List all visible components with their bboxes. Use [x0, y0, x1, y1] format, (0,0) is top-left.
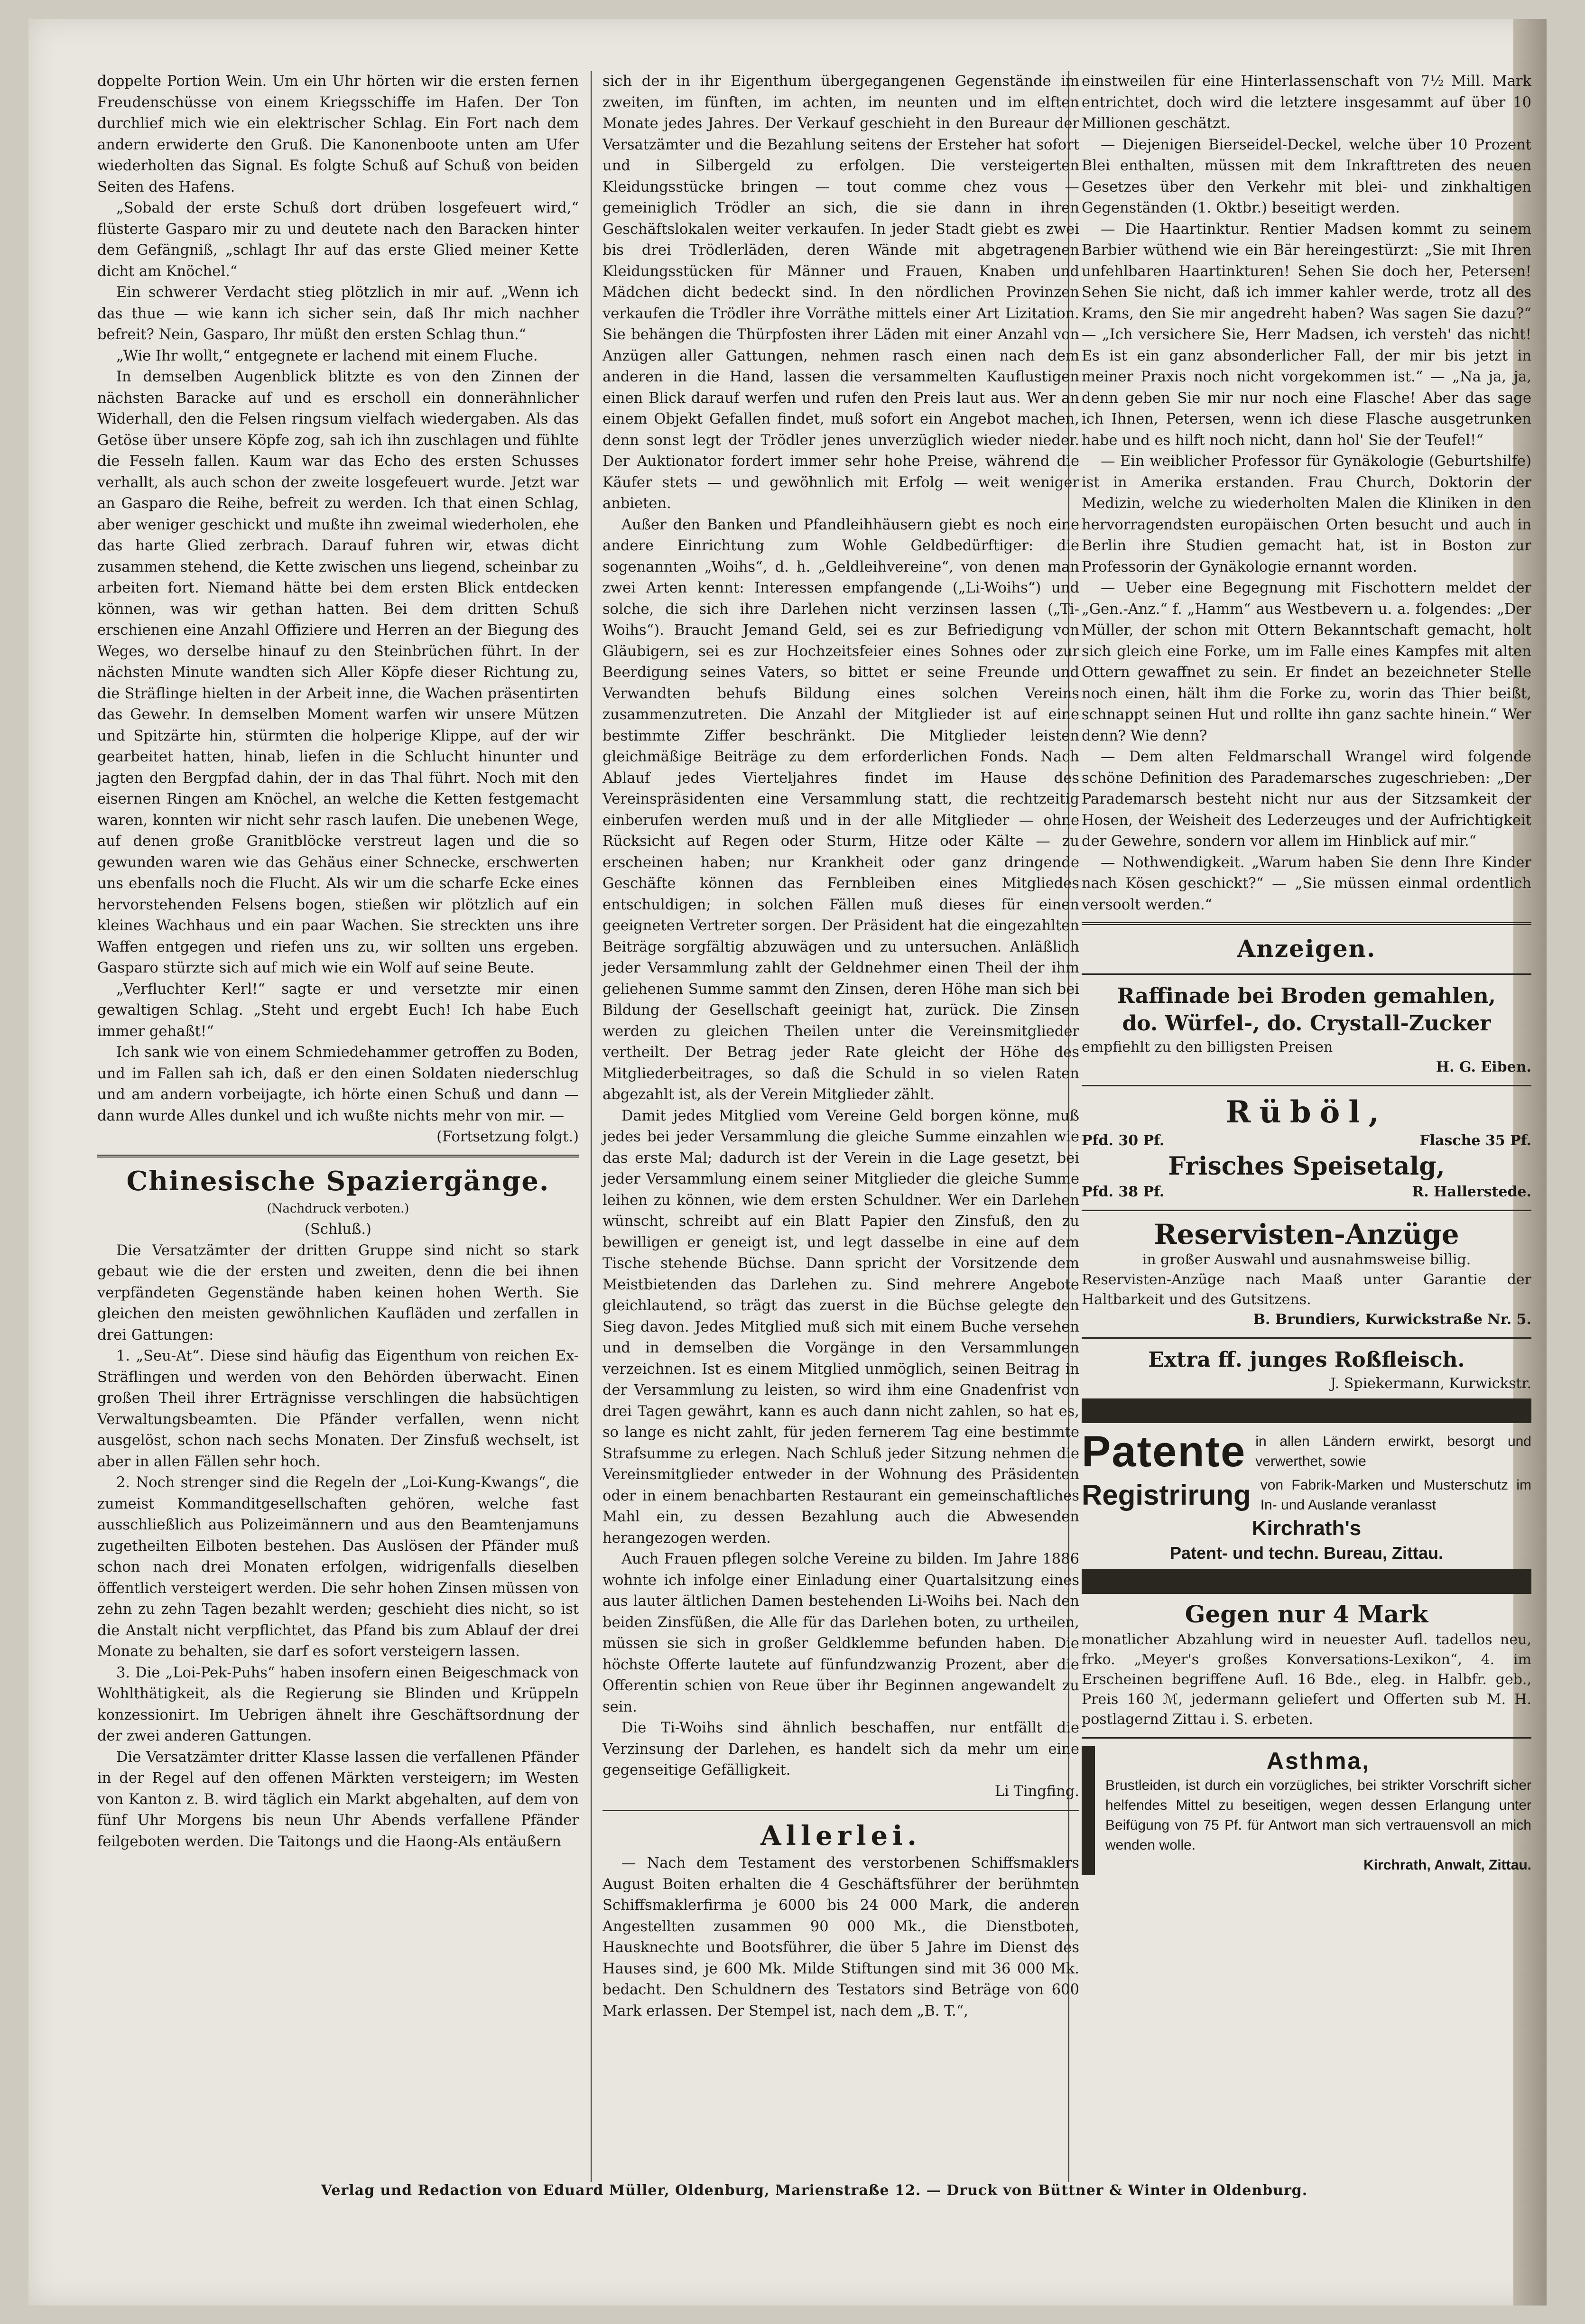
ad-reservisten-title: Reservisten-Anzüge — [1154, 1218, 1459, 1250]
ad-raffinade — [1082, 982, 1531, 1077]
allerlei-title: Allerlei. — [760, 1820, 921, 1852]
ad-rueboel-price2: Flasche 35 Pf. — [1419, 1132, 1531, 1149]
feuilleton-paragraph: 1. „Seu-At“. Diese sind häufig das Eigenthum von reichen Ex-Sträflingen und werden von den Behörden überwacht. Einen großen Theil ihrer Erträgnisse verschlingen die habsüchtigen Verwaltungsbeamten. Die Pfänder verfallen, wenn nicht ausgelöst, schon nach sechs Monaten. Der Zinsfuß wechselt, ist aber in allen Fällen sehr hoch. — [97, 1348, 579, 1470]
feuilleton-paragraph: Die Ti-Woihs sind ähnlich beschaffen, nur entfällt die Verzinsung der Darlehen, es handelt sich da mehr um eine gegenseitige Gefälligkeit. — [602, 1720, 1079, 1778]
ad-patente-firm: Kirchrath's — [1251, 1517, 1362, 1540]
ad-patente-line1: in allen Ländern erwirkt, besorgt und verwerthet, sowie — [1255, 1434, 1531, 1469]
allerlei-paragraph: — Die Haartinktur. Rentier Madsen kommt zu seinem Barbier wüthend wie ein Bär hereingestürzt: „Sie mit Ihren unfehlbaren Haartinkturen! Sehen Sie doch her, Petersen! Sehen Sie nicht, daß ich immer kahler werde, trotz all des Krams, den Sie mir angedreht haben? Was sagen Sie dazu?“ — „Ich versichere Sie, Herr Madsen, ich versteh' das nicht! Es ist ein ganz absonderlicher Fall, der mir bis jetzt in meiner Praxis noch nicht vorgekommen ist.“ — „Na ja, ja, denn geben Sie mir nur noch eine Flasche! Aber das sage ich Ihnen, Petersen, wenn ich diese Flasche ausgetrunken habe und es hilft noch nicht, dann hol' Sie der Teufel!“ — [1082, 221, 1531, 449]
ad-asthma — [1082, 1746, 1531, 1875]
ad-rueboel-title: Rüböl, — [1225, 1094, 1388, 1130]
reprint-notice: (Nachdruck verboten.) — [267, 1201, 409, 1216]
column-3 — [1082, 71, 1531, 1875]
section-divider — [1082, 973, 1531, 975]
ad-patente-firm2: Patent- und techn. Bureau, Zittau. — [1169, 1543, 1444, 1563]
ad-konversation-text: monatlicher Abzahlung wird in neuester Aufl. tadellos neu, frko. „Meyer's großes Konversations-Lexikon“, 4. im Erscheinen begriffene Aufl. 16 Bde., eleg. in Halbfr. geb., Preis 160 ℳ, jedermann geliefert und Offerten sub M. H. postlagernd Zittau i. S. erbeten. — [1082, 1631, 1531, 1728]
ad-patente-title: Patente — [1082, 1427, 1246, 1476]
allerlei-paragraph: — Nach dem Testament des verstorbenen Schiffsmaklers August Boiten erhalten die 4 Geschäftsführer der berühmten Schiffsmaklerfirma je 6000 bis 24 000 Mark, die anderen Angestellten zusammen 90 000 Mk., die Dienstboten, Hausknechte und Bootsführer, die über 5 Jahre im Dienst des Hauses sind, je 600 Mk. Milde Stiftungen sind mit 36 000 Mk. bedacht. Den Schuldnern des Testators sind Beträge von 600 Mark erlassen. Der Stempel ist, nach dem „B. T.“, — [602, 1855, 1079, 2019]
feuilleton-paragraph: 3. Die „Loi-Pek-Puhs“ haben insofern einen Beigeschmack von Wohlthätigkeit, als die Regierung sie Blinden und Krüppeln konzessionirt. Im Uebrigen ähnelt ihre Geschäftsordnung der der zwei anderen Gattungen. — [97, 1664, 579, 1744]
section-divider — [97, 1155, 579, 1157]
ad-patente-top-bar — [1082, 1398, 1531, 1423]
feuilleton-paragraph: sich der in ihr Eigenthum übergegangenen Gegenstände im zweiten, im fünften, im achten, im neunten und im elften Monate jedes Jahres. Der Verkauf geschieht in den Bureaur der Versatzämter und die Bezahlung seitens der Ersteher hat sofort und in Silbergeld zu erfolgen. Die versteigerten Kleidungsstücke bringen — tout comme chez vous — gemeiniglich Trödler an sich, die sie dann in ihren Geschäftslokalen weiter verkaufen. In jeder Stadt giebt es zwei bis drei Trödlerläden, deren Wände mit abgetragenen Kleidungsstücken für Männer und Frauen, Knaben und Mädchen dicht bedeckt sind. In den nördlichen Provinzen verkaufen die Trödler ihre Vorräthe mittels einer Art Lizitation. Sie behängen die Thürpfosten ihrer Läden mit einer Anzahl von Anzügen aller Gattungen, nehmen rasch einen nach dem anderen in die Hand, lassen die versammelten Kauflustigen einen Blick darauf werfen und rufen den Preis laut aus. Wer an einem Objekt Gefallen findet, muß sofort ein Angebot machen, denn sonst legt der Trödler jenes unverzüglich wieder nieder. Der Auktionator fordert immer sehr hohe Preise, während die Käufer stets — und gewöhnlich mit Erfolg — weit weniger anbieten. — [602, 73, 1079, 512]
ad-raffinade-line3: empfiehlt zu den billigsten Preisen — [1082, 1039, 1333, 1056]
ad-rossfleisch-title: Extra ff. junges Roßfleisch. — [1148, 1348, 1465, 1372]
story-paragraph: „Verfluchter Kerl!“ sagte er und versetzte mir einen gewaltigen Schlag. „Steht und ergebt Euch! Ich habe Euch immer gehaßt!“ — [97, 981, 579, 1040]
ad-asthma-firm: Kirchrath, Anwalt, Zittau. — [1363, 1857, 1531, 1873]
feuilleton-paragraph: Auch Frauen pflegen solche Vereine zu bilden. Im Jahre 1886 wohnte ich infolge einer Einladung einer Quartalsitzung eines aus lauter ältlichen Damen bestehenden Li-Woihs bei. Nach den beiden Zinsfüßen, die Alle für das Darlehen boten, zu urtheilen, müssen sie sich in großer Geldklemme befunden haben. Die höchste Offerte lautete auf fünfundzwanzig Prozent, aber die Offerentin schien von Reue über ihr Beginnen angewandelt zu sein. — [602, 1551, 1079, 1715]
ad-asthma-text: Brustleiden, ist durch ein vorzügliches, bei strikter Vorschrift sicher helfendes Mittel zu beseitigen, wegen dessen Erlangung unter Beifügung von 75 Pf. für Antwort man sich vertrauensvoll an mich wenden wolle. — [1105, 1778, 1531, 1853]
ad-reservisten-line2: Reservisten-Anzüge nach Maaß unter Garantie der Haltbarkeit und des Gutsitzens. — [1082, 1271, 1531, 1308]
ad-reservisten — [1082, 1219, 1531, 1330]
column-1 — [97, 71, 579, 1852]
section-divider — [1082, 1337, 1531, 1339]
ad-rossfleisch-firm: J. Spiekermann, Kurwickstr. — [1330, 1375, 1531, 1392]
story-paragraph: Ich sank wie von einem Schmiedehammer getroffen zu Boden, und im Fallen sah ich, daß er den einen Soldaten niederschlug und am andern vorbeijagte, ich hörte einen Schuß und dann — dann wurde Alles dunkel und ich wußte nichts mehr von mir. — — [97, 1044, 579, 1124]
section-divider — [1082, 1737, 1531, 1739]
ad-reservisten-firm: B. Brundiers, Kurwickstraße Nr. 5. — [1253, 1311, 1531, 1328]
ad-rueboel-footer — [1082, 1182, 1531, 1202]
ad-asthma-title: Asthma, — [1266, 1748, 1371, 1774]
feuilleton-paragraph: Die Versatzämter dritter Klasse lassen die verfallenen Pfänder in der Regel auf den offenen Märkten versteigern; im Westen von Kanton z. B. wird täglich ein Markt abgehalten, auf dem von fünf Uhr Morgens bis neun Uhr Abends verfallene Pfänder feilgeboten werden. Die Taitongs und die Haong-Als entäußern — [97, 1749, 579, 1850]
ad-rueboel-prices — [1082, 1131, 1531, 1151]
ad-rueboel-firm: R. Hallerstede. — [1412, 1184, 1531, 1200]
author-signature: Li Tingfing. — [994, 1783, 1079, 1800]
feuilleton-paragraph: Außer den Banken und Pfandleihhäusern giebt es noch eine andere Einrichtung zum Wohle Geldbedürftiger: die sogenannten „Woihs“, d. h. „Geldleihvereine“, von denen man zwei Arten kennt: Interessen empfangende („Li-Woihs“) und solche, die sich ihre Darlehen nicht verzinsen lassen („Ti-Woihs“). Braucht Jemand Geld, sei es zur Befriedigung von Gläubigern, sei es zur Hochzeitsfeier eines Sohnes oder zur Beerdigung seines Vaters, so bittet er seine Freunde und Verwandten behufs Bildung eines solchen Vereins zusammenzutreten. Die Anzahl der Mitglieder ist auf eine bestimmte Ziffer beschränkt. Die Mitglieder leisten gleichmäßige Beiträge zu dem erforderlichen Fonds. Nach Ablauf jedes Vierteljahres findet im Hause des Vereinspräsidenten eine Versammlung statt, die rechtzeitig einberufen werden muß und in der alle Mitglieder — ohne Rücksicht auf Regen oder Sturm, Hitze oder Kälte — zu erscheinen haben; nur Krankheit oder ganz dringende Geschäfte können das Fernbleiben eines Mitgliedes entschuldigen; in solchen Fällen muß dieses für einen geeigneten Vertreter sorgen. Der Präsident hat die eingezahlten Beiträge sorgfältig abzuwägen und zu untersuchen. Anläßlich jeder Versammlung zahlt der Geldnehmer einen Theil der ihm geliehenen Summe sammt den Zinsen, deren Höhe man sich bei Bildung der Gesellschaft geeinigt hat, zurück. Die Zinsen werden zu gleichen Theilen unter die Vereinsmitglieder vertheilt. Der Betrag jeder Rate gleicht der Höhe des Mitgliederbeitrages, so daß die Schuld in so vielen Raten abgezahlt ist, als der Verein Mitglieder zählt. — [602, 516, 1079, 1103]
ad-asthma-body — [1105, 1746, 1531, 1875]
allerlei-paragraph: — Nothwendigkeit. „Warum haben Sie denn Ihre Kinder nach Kösen geschickt?“ — „Sie müssen einmal ordentlich versoolt werden.“ — [1082, 854, 1531, 913]
publisher-footer: Verlag und Redaction von Eduard Müller, Oldenburg, Marienstraße 12. — Druck von Büttner & Winter in Oldenburg. — [321, 2182, 1308, 2199]
feuilleton-part: (Schluß.) — [305, 1221, 371, 1238]
section-divider — [1082, 1085, 1531, 1086]
ad-raffinade-line2: do. Würfel-, do. Crystall-Zucker — [1122, 1011, 1491, 1036]
ad-rueboel-subtitle: Frisches Speisetalg, — [1168, 1152, 1445, 1181]
ad-patente-line2: von Fabrik-Marken und Musterschutz im In- und Auslande veranlasst — [1260, 1477, 1531, 1513]
ad-patente-title2: Registrirung — [1082, 1479, 1251, 1511]
ad-asthma-bar — [1082, 1746, 1095, 1875]
story-paragraph: „Wie Ihr wollt,“ entgegnete er lachend mit einem Fluche. — [116, 347, 538, 364]
feuilleton-paragraph: Die Versatzämter der dritten Gruppe sind nicht so stark gebaut wie die der ersten und zweiten, denn die bei ihnen verpfändeten Gegenstände haben keinen hohen Werth. Sie gleichen den meisten gewöhnlichen Kaufläden und zerfallen in drei Gattungen: — [97, 1242, 579, 1343]
ad-konversation-title: Gegen nur 4 Mark — [1185, 1600, 1428, 1628]
column-rule-1 — [591, 71, 592, 2182]
ad-patente-row2 — [1082, 1475, 1531, 1515]
allerlei-paragraph: — Ein weiblicher Professor für Gynäkologie (Geburtshilfe) ist in Amerika erstanden. Frau Church, Doktorin der Medizin, welche zu wiederholten Malen die Kliniken in den hervorragendsten europäischen Orten besucht und auch in Berlin ihre Studien gemacht hat, ist in Boston zur Professorin der Gynäkologie ernannt worden. — [1082, 453, 1531, 575]
story-paragraph: In demselben Augenblick blitzte es von den Zinnen der nächsten Baracke auf und es erscholl ein donnerähnlicher Widerhall, den die Felsen ringsum vielfach wiedergaben. Als das Getöse über unsere Köpfe zog, sah ich ihn zuschlagen und fühlte die Fesseln fallen. Kaum war das Echo des ersten Schusses verhallt, als auch schon der zweite losgefeuert wurde. Jetzt war an Gasparo die Reihe, befreit zu werden. Ich that einen Schlag, aber weniger geschickt und mußte ihn zweimal wiederholen, ehe das harte Glied zerbrach. Darauf fuhren wir, etwas dicht zusammen stehend, die Kette zwischen uns liegend, scheinbar zu arbeiten fort. Niemand hätte bei dem ersten Blick entdecken können, was wir gethan hatten. Bei dem dritten Schuß erschienen eine Anzahl Offiziere und Herren an der Biegung des Weges, wo derselbe hinauf zu den Steinbrüchen führt. In der nächsten Minute wandten sich Aller Köpfe dieser Richtung zu, die Sträflinge hielten in der Arbeit inne, die Wachen präsentirten das Gewehr. In demselben Moment warfen wir unsere Mützen und Spitzärte hin, stürmten die holperige Klippe, auf der wir gearbeitet hatten, hinab, liefen in die Schlucht hinunter und jagten den Bergpfad dahin, der in das Thal führt. Noch mit den eisernen Ringen am Knöchel, an welche die Ketten festgemacht waren, konnten wir nicht sehr rasch laufen. Die unebenen Wege, auf denen große Granitblöcke verstreut lagen und die so gewunden waren wie das Gehäus einer Schnecke, erschwerten uns ebenfalls noch die Flucht. Als wir um die scharfe Ecke eines hervorstehenden Felsens bogen, stießen wir plötzlich auf ein kleines Wachhaus und ein paar Wachen. Sie streckten uns ihre Waffen entgegen und riefen uns zu, wir sollten uns ergeben. Gasparo stürzte sich auf mich wie ein Wolf auf seine Beute. — [97, 369, 579, 976]
ad-patente — [1082, 1428, 1531, 1565]
ad-patente-bottom-bar — [1082, 1569, 1531, 1594]
ad-rueboel — [1082, 1094, 1531, 1202]
feuilleton-paragraph: Damit jedes Mitglied vom Vereine Geld borgen könne, muß jedes bei jeder Versammlung die gleiche Summe einzahlen wie das erste Mal; dadurch ist der Verein in die Lage gesetzt, bei jeder Versammlung einem seiner Mitglieder die gleiche Summe leihen zu können, wie dem ersten Schuldner. Wer ein Darlehen wünscht, schreibt auf ein Blatt Papier den Zinsfuß, den zu bewilligen er geneigt ist, und legt dasselbe in eine auf dem Tische stehende Büchse. Dann spricht der Vorsitzende dem Meistbietenden das Darlehen zu. Sind mehrere Angebote gleichlautend, so trägt das zuerst in die Büchse gelegte den Sieg davon. Jedes Mitglied muß sich mit einem Buche versehen und in demselben die Vorgänge in den Versammlungen verzeichnen. Ist es einem Mitglied unmöglich, seinen Beitrag in der Versammlung zu leisten, so wird ihm eine Gnadenfrist von drei Tagen gewährt, kann es auch dann nicht zahlen, so hat es, so lange es nicht zahlt, für jeden fernerem Tag eine bestimmte Strafsumme zu erlegen. Nach Schluß jeder Sitzung nehmen die Vereinsmitglieder entweder in der Wohnung des Präsidenten oder in einem benachbarten Restaurant ein gemeinschaftliches Mahl ein, zu dessen Bezahlung auch die Abwesenden herangezogen werden. — [602, 1107, 1079, 1546]
section-divider — [1082, 922, 1531, 925]
story-paragraph: „Sobald der erste Schuß dort drüben losgefeuert wird,“ flüsterte Gasparo mir zu und deutete nach den Baracken hinter dem Gefängniß, „schlagt Ihr auf das erste Glied meiner Kette dicht am Knöchel.“ — [97, 200, 579, 280]
section-divider — [602, 1810, 1079, 1811]
ad-rueboel-price1: Pfd. 30 Pf. — [1082, 1132, 1165, 1149]
feuilleton-paragraph: 2. Noch strenger sind die Regeln der „Loi-Kung-Kwangs“, die zumeist Kommanditgesellschaften gehören, welche fast ausschließlich aus Polizeimännern und aus den Beamtenjamuns zugetheilten Eilboten bestehen. Das Auslösen der Pfänder muß schon nach drei Monaten erfolgen, widrigenfalls dieselben öffentlich versteigert werden. Die sehr hohen Zinsen müssen von zehn zu zehn Tagen bezahlt werden; geschieht dies nicht, so ist die Anstalt nicht verpflichtet, das Pfand bis zum Ablauf der drei Monate zu behalten, sie darf es sofort versteigern lassen. — [97, 1474, 579, 1660]
story-paragraph: doppelte Portion Wein. Um ein Uhr hörten wir die ersten fernen Freudenschüsse von einem Kriegsschiffe im Hafen. Der Ton durchlief mich wie ein elektrischer Schlag. Ein Fort nach dem andern erwiderte den Gruß. Die Kanonenboote unten am Ufer wiederholten das Signal. Es folgte Schuß auf Schuß von beiden Seiten des Hafens. — [97, 73, 579, 195]
ad-konversation — [1082, 1599, 1531, 1730]
allerlei-paragraph: einstweilen für eine Hinterlassenschaft von 7½ Mill. Mark entrichtet, doch wird die letztere insgesammt auf über 10 Millionen geschätzt. — [1082, 73, 1531, 132]
ad-rossfleisch — [1082, 1346, 1531, 1394]
ad-raffinade-line1: Raffinade bei Broden gemahlen, — [1117, 984, 1496, 1008]
section-divider — [1082, 1210, 1531, 1211]
ad-reservisten-line1: in großer Auswahl und ausnahmsweise billig. — [1142, 1251, 1471, 1268]
ads-title: Anzeigen. — [1237, 935, 1376, 963]
column-2 — [602, 71, 1079, 2022]
allerlei-paragraph: — Diejenigen Bierseidel-Deckel, welche über 10 Prozent Blei enthalten, müssen mit dem Inkrafttreten des neuen Gesetzes über den Verkehr mit blei- und zinkhaltigen Gegenständen (1. Oktbr.) beseitigt werden. — [1082, 136, 1531, 216]
ad-raffinade-firm: H. G. Eiben. — [1436, 1059, 1531, 1075]
ad-rueboel-price3: Pfd. 38 Pf. — [1082, 1184, 1165, 1200]
story-paragraph: Ein schwerer Verdacht stieg plötzlich in mir auf. „Wenn ich das thue — wie kann ich sicher sein, daß Ihr mich nachher befreit? Nein, Gasparo, Ihr müßt den ersten Schlag thun.“ — [97, 284, 579, 343]
story-continuation: (Fortsetzung folgt.) — [436, 1129, 579, 1145]
feuilleton-title: Chinesische Spaziergänge. — [126, 1165, 550, 1197]
allerlei-paragraph: — Dem alten Feldmarschall Wrangel wird folgende schöne Definition des Parademarsches zugeschrieben: „Der Parademarsch besteht nicht nur aus der Sitzsamkeit der Hosen, der Weisheit des Lederzeuges und der Aufrichtigkeit der Gewehre, sondern vor allem im Hinblick auf mir.“ — [1082, 749, 1531, 850]
allerlei-paragraph: — Ueber eine Begegnung mit Fischottern meldet der „Gen.-Anz.“ f. „Hamm“ aus Westbevern u. a. folgendes: „Der Müller, der schon mit Ottern Bekanntschaft gemacht, holt sich gleich eine Forke, um im Falle eines Kampfes mit alten Ottern gewaffnet zu sein. Er findet an bezeichneter Stelle noch einen, hält ihm die Forke zu, worin das Thier beißt, schnappt seinen Hut und rollte ihn ganz sachte hinein.“ Wer denn? Wie denn? — [1082, 580, 1531, 744]
ad-patente-row1 — [1082, 1428, 1531, 1475]
